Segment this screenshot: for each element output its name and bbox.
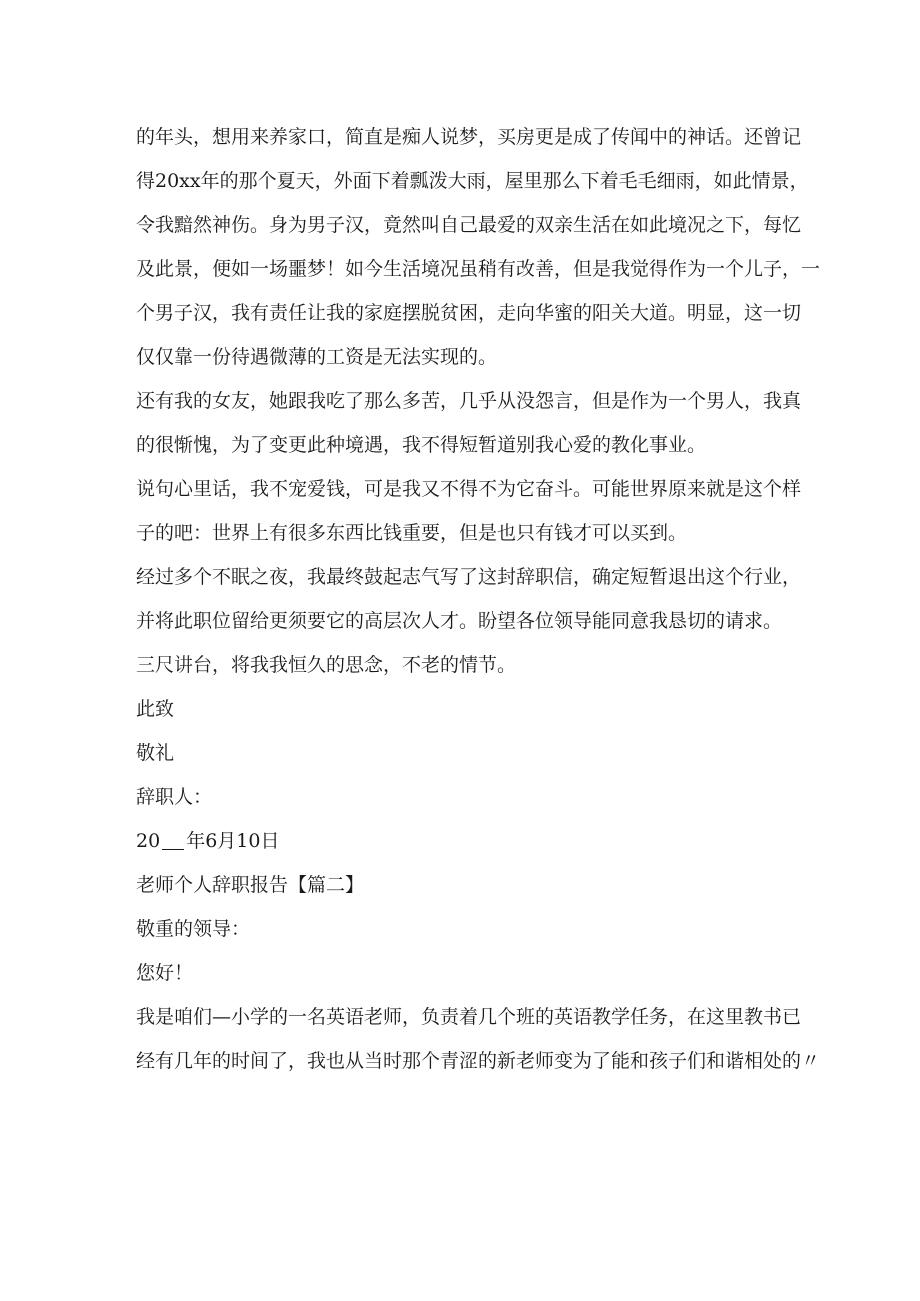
date-prefix: 20: [136, 830, 161, 852]
section-title: 老师个人辞职报告【篇二】: [136, 874, 365, 896]
date-blank: [162, 830, 184, 850]
text-line: 说句心里话，我不宠爱钱，可是我又不得不为它奋斗。可能世界原来就是这个样: [136, 478, 802, 500]
hello-line: 您好！: [136, 962, 194, 984]
text-line: 个男子汉，我有责任让我的家庭摆脱贫困，走向华蜜的阳关大道。明显，这一切: [136, 302, 802, 324]
text-line: 并将此职位留给更须要它的高层次人才。盼望各位领导能同意我恳切的请求。: [136, 610, 783, 632]
text-line: 令我黯然神伤。身为男子汉，竟然叫自己最爱的双亲生活在如此境况之下，每忆: [136, 214, 802, 236]
salute-line: 敬礼: [136, 742, 175, 764]
date-line: [136, 819, 796, 863]
text-line: 我是咱们—小学的一名英语老师，负责着几个班的英语教学任务，在这里教书已: [136, 1006, 802, 1028]
text-line: 的年头，想用来养家口，简直是痴人说梦，买房更是成了传闻中的神话。还曾记: [136, 126, 802, 148]
date-suffix: 年6月10日: [186, 830, 280, 852]
text-line: 及此景，便如一场噩梦！如今生活境况虽稍有改善，但是我觉得作为一个儿子，一: [136, 258, 821, 280]
text-line: 经有几年的时间了，我也从当时那个青涩的新老师变为了能和孩子们和谐相处的〃: [136, 1050, 821, 1072]
text-line: 得20xx年的那个夏天，外面下着瓢泼大雨，屋里那么下着毛毛细雨，如此情景，: [136, 170, 809, 192]
text-line: 的很惭愧，为了变更此种境遇，我不得短暂道别我心爱的教化事业。: [136, 434, 707, 456]
closing-line: 此致: [136, 698, 175, 720]
text-line: 还有我的女友，她跟我吃了那么多苦，几乎从没怨言，但是作为一个男人，我真: [136, 390, 802, 412]
text-line: 仅仅靠一份待遇微薄的工资是无法实现的。: [136, 346, 498, 368]
text-line: 三尺讲台，将我我恒久的思念，不老的情节。: [136, 654, 517, 676]
greeting-line: 敬重的领导：: [136, 918, 251, 940]
document-body: [136, 115, 821, 1083]
text-line: 经过多个不眠之夜，我最终鼓起志气写了这封辞职信，确定短暂退出这个行业，: [136, 566, 802, 588]
signature-label: 辞职人：: [136, 786, 213, 808]
text-line: 子的吧：世界上有很多东西比钱重要，但是也只有钱才可以买到。: [136, 522, 688, 544]
